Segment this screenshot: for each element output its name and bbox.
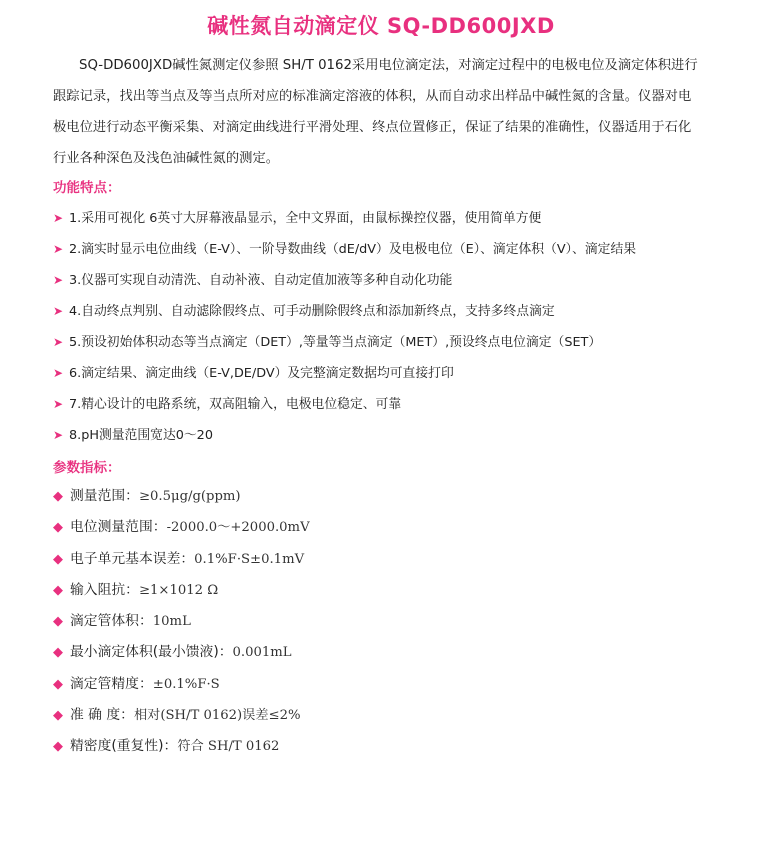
feature-text: 4.自动终点判别、自动滤除假终点、可手动删除假终点和添加新终点，支持多终点滴定: [69, 304, 555, 319]
arrow-right-icon: ➤: [53, 242, 64, 256]
arrow-right-icon: ➤: [53, 366, 64, 380]
param-label: 滴定管精度：: [70, 675, 153, 692]
list-item: [53, 512, 743, 543]
list-item: [53, 544, 743, 575]
param-label: 最小滴定体积(最小馈液)：: [70, 644, 233, 661]
list-item: [53, 575, 743, 606]
diamond-icon: ◆: [53, 676, 63, 692]
arrow-right-icon: ➤: [53, 211, 64, 225]
param-value: ≥1×1012 Ω: [138, 582, 219, 598]
arrow-right-icon: ➤: [53, 304, 64, 318]
param-value: 0.001mL: [232, 645, 292, 661]
arrow-right-icon: ➤: [53, 428, 64, 442]
list-item: [53, 327, 743, 358]
list-item: [53, 731, 743, 762]
list-item: [53, 203, 743, 234]
diamond-icon: ◆: [53, 520, 63, 536]
list-item: [53, 637, 743, 668]
parameter-list: [53, 481, 743, 763]
feature-list: [53, 203, 743, 451]
param-value: ±0.1%F·S: [152, 676, 220, 692]
list-item: [53, 234, 743, 265]
diamond-icon: ◆: [53, 551, 63, 567]
list-item: [53, 265, 743, 296]
diamond-icon: ◆: [53, 582, 63, 598]
arrow-right-icon: ➤: [53, 335, 64, 349]
arrow-right-icon: ➤: [53, 273, 64, 287]
param-value: 0.1%F·S±0.1mV: [194, 551, 305, 567]
param-value: 10mL: [152, 614, 191, 630]
param-value: 符合 SH/T 0162: [177, 739, 280, 755]
features-heading: 功能特点：: [53, 180, 121, 196]
feature-text: 1.采用可视化 6英寸大屏幕液晶显示，全中文界面，由鼠标操控仪器，使用简单方便: [69, 211, 542, 226]
param-label: 电子单元基本误差：: [70, 550, 195, 567]
param-value: -2000.0～+2000.0mV: [166, 520, 310, 536]
diamond-icon: ◆: [53, 614, 63, 630]
param-value: 相对(SH/T 0162)误差≤2%: [133, 708, 301, 724]
list-item: [53, 700, 743, 731]
param-label: 精密度(重复性)：: [70, 738, 178, 755]
list-item: [53, 669, 743, 700]
feature-text: 6.滴定结果、滴定曲线（E-V,DE/DV）及完整滴定数据均可直接打印: [69, 366, 454, 381]
feature-text: 2.滴实时显示电位曲线（E-V）、一阶导数曲线（dE/dV）及电极电位（E）、滴定体积（V）、滴定结果: [69, 242, 637, 257]
feature-text: 7.精心设计的电路系统，双高阻输入，电极电位稳定、可靠: [69, 397, 402, 412]
list-item: [53, 481, 743, 512]
diamond-icon: ◆: [53, 739, 63, 755]
page-title: 碱性氮自动滴定仪 SQ-DD600JXD: [207, 14, 555, 38]
param-label: 输入阻抗：: [70, 581, 139, 598]
list-item: [53, 358, 743, 389]
diamond-icon: ◆: [53, 645, 63, 661]
param-value: ≥0.5μg/g(ppm): [138, 489, 241, 504]
param-label: 滴定管体积：: [70, 613, 153, 630]
feature-text: 5.预设初始体积动态等当点滴定（DET）,等量等当点滴定（MET）,预设终点电位滴定（SET）: [69, 335, 602, 350]
diamond-icon: ◆: [53, 489, 63, 504]
feature-text: 3.仪器可实现自动清洗、自动补液、自动定值加液等多种自动化功能: [69, 273, 453, 288]
diamond-icon: ◆: [53, 708, 63, 724]
param-label: 准 确 度：: [70, 707, 134, 724]
parameters-heading: 参数指标：: [53, 460, 121, 476]
list-item: [53, 420, 743, 451]
arrow-right-icon: ➤: [53, 397, 64, 411]
list-item: [53, 296, 743, 327]
list-item: [53, 606, 743, 637]
intro-paragraph: SQ-DD600JXD碱性氮测定仪参照 SH/T 0162采用电位滴定法，对滴定过程中的电极电位及滴定体积进行跟踪记录，找出等当点及等当点所对应的标准滴定溶液的体积，从而自动求出样品中碱性氮的含量。仪器对电极电位进行动态平衡采集、对滴定曲线进行平滑处理、终点位置修正，保证了结果的准确性，仪器适用于石化行业各种深色及浅色油碱性氮的测定。: [53, 58, 698, 166]
param-label: 电位测量范围：: [70, 519, 167, 536]
feature-text: 8.pH测量范围宽达0～20: [69, 428, 213, 443]
list-item: [53, 389, 743, 420]
param-label: 测量范围：: [70, 488, 139, 504]
